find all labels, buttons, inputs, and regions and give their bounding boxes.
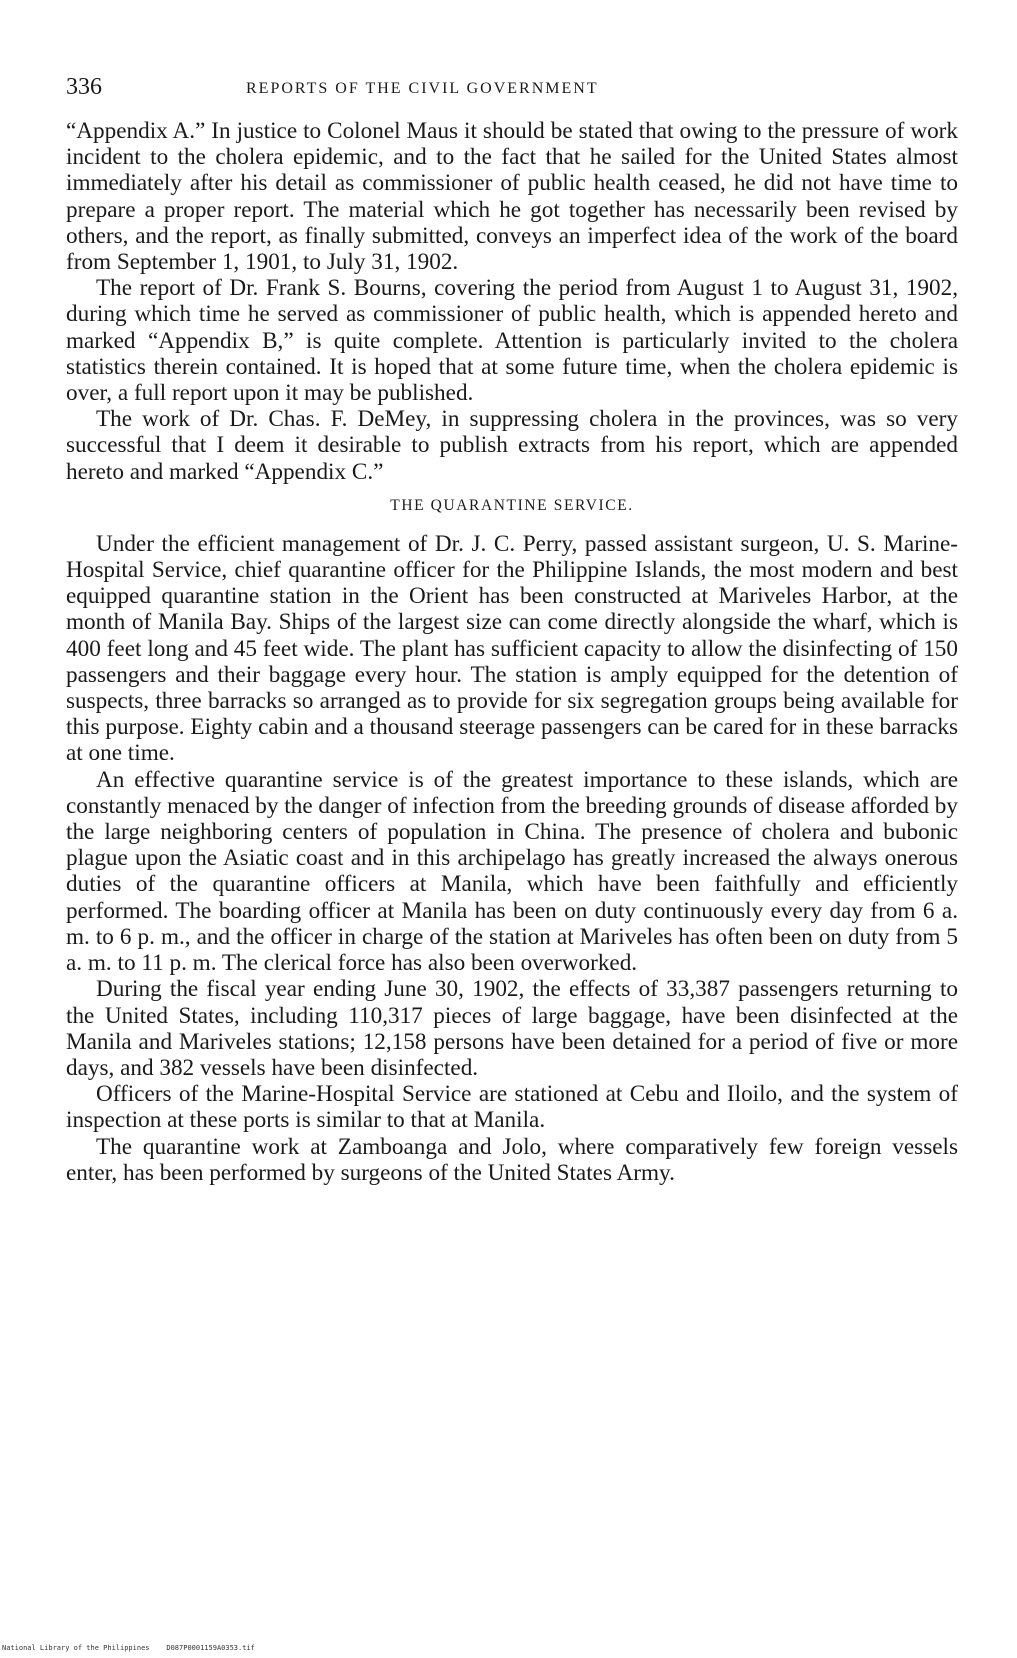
running-head: REPORTS OF THE CIVIL GOVERNMENT	[246, 80, 599, 97]
paragraph-cebu-iloilo: Officers of the Marine-Hospital Service are stationed at Cebu and Iloilo, and the system of inspection at these ports is similar to that at Manila.	[66, 1081, 958, 1134]
paragraph-fiscal-year-stats: During the fiscal year ending June 30, 1902, the effects of 33,387 passengers returning to the United States, including 110,317 pieces of large baggage, have been disinfected at the Manila and Mariveles stations; 12,158 persons have been detained for a period of five or more days, and 382 vessels have been disinfected.	[66, 976, 958, 1081]
paragraph-quarantine-station: Under the efficient management of Dr. J. C. Perry, passed assistant surgeon, U. S. Marine-Hospital Service, chief quarantine officer for the Philippine Islands, the most modern and best equipped quarantine station in the Orient has been constructed at Mariveles Harbor, at the month of Manila Bay. Ships of the largest size can come directly alongside the wharf, which is 400 feet long and 45 feet wide. The plant has sufficient capacity to allow the disinfecting of 150 passengers and their baggage every hour. The station is amply equipped for the detention of suspects, three barracks so arranged as to provide for six segregation groups being available for this purpose. Eighty cabin and a thousand steerage passengers can be cared for in these barracks at one time.	[66, 530, 958, 767]
paragraph-appendix-a: “Appendix A.” In justice to Colonel Maus it should be stated that owing to the pressure of work incident to the cholera epidemic, and to the fact that he sailed for the United States almost immediately after his detail as commissioner of public health ceased, he did not have time to prepare a proper report. The material which he got together has necessarily been revised by others, and the report, as finally submitted, conveys an imperfect idea of the work of the board from September 1, 1901, to July 31, 1902.	[66, 118, 958, 276]
page-number: 336	[66, 74, 102, 100]
footer-file-id: D087P0001159A0353.tif	[166, 1644, 255, 1652]
report-body	[66, 118, 958, 1186]
paragraph-bourns-report: The report of Dr. Frank S. Bourns, covering the period from August 1 to August 31, 1902, during which time he served as commissioner of public health, which is appended hereto and marked “Appendix B,” is quite complete. Attention is particularly invited to the cholera statistics therein contained. It is hoped that at some future time, when the cholera epidemic is over, a full report upon it may be published.	[66, 275, 958, 407]
paragraph-quarantine-importance: An effective quarantine service is of the greatest importance to these islands, which are constantly menaced by the danger of infection from the breeding grounds of disease afforded by the large neighboring centers of population in China. The presence of cholera and bubonic plague upon the Asiatic coast and in this archipelago has greatly increased the always onerous duties of the quarantine officers at Manila, which have been faithfully and efficiently performed. The boarding officer at Manila has been on duty continuously every day from 6 a. m. to 6 p. m., and the officer in charge of the station at Mariveles has often been on duty from 5 a. m. to 11 p. m. The clerical force has also been overworked.	[66, 766, 958, 977]
page-header	[66, 74, 766, 108]
section-heading: THE QUARANTINE SERVICE.	[390, 496, 634, 514]
footer-library: National Library of the Philippines	[2, 1644, 150, 1652]
scan-footer	[2, 1644, 255, 1652]
paragraph-demey-work: The work of Dr. Chas. F. DeMey, in suppressing cholera in the provinces, was so very successful that I deem it desirable to publish extracts from his report, which are appended hereto and marked “Appendix C.”	[66, 406, 958, 485]
paragraph-zamboanga-jolo: The quarantine work at Zamboanga and Jolo, where comparatively few foreign vessels enter, has been performed by surgeons of the United States Army.	[66, 1133, 958, 1186]
